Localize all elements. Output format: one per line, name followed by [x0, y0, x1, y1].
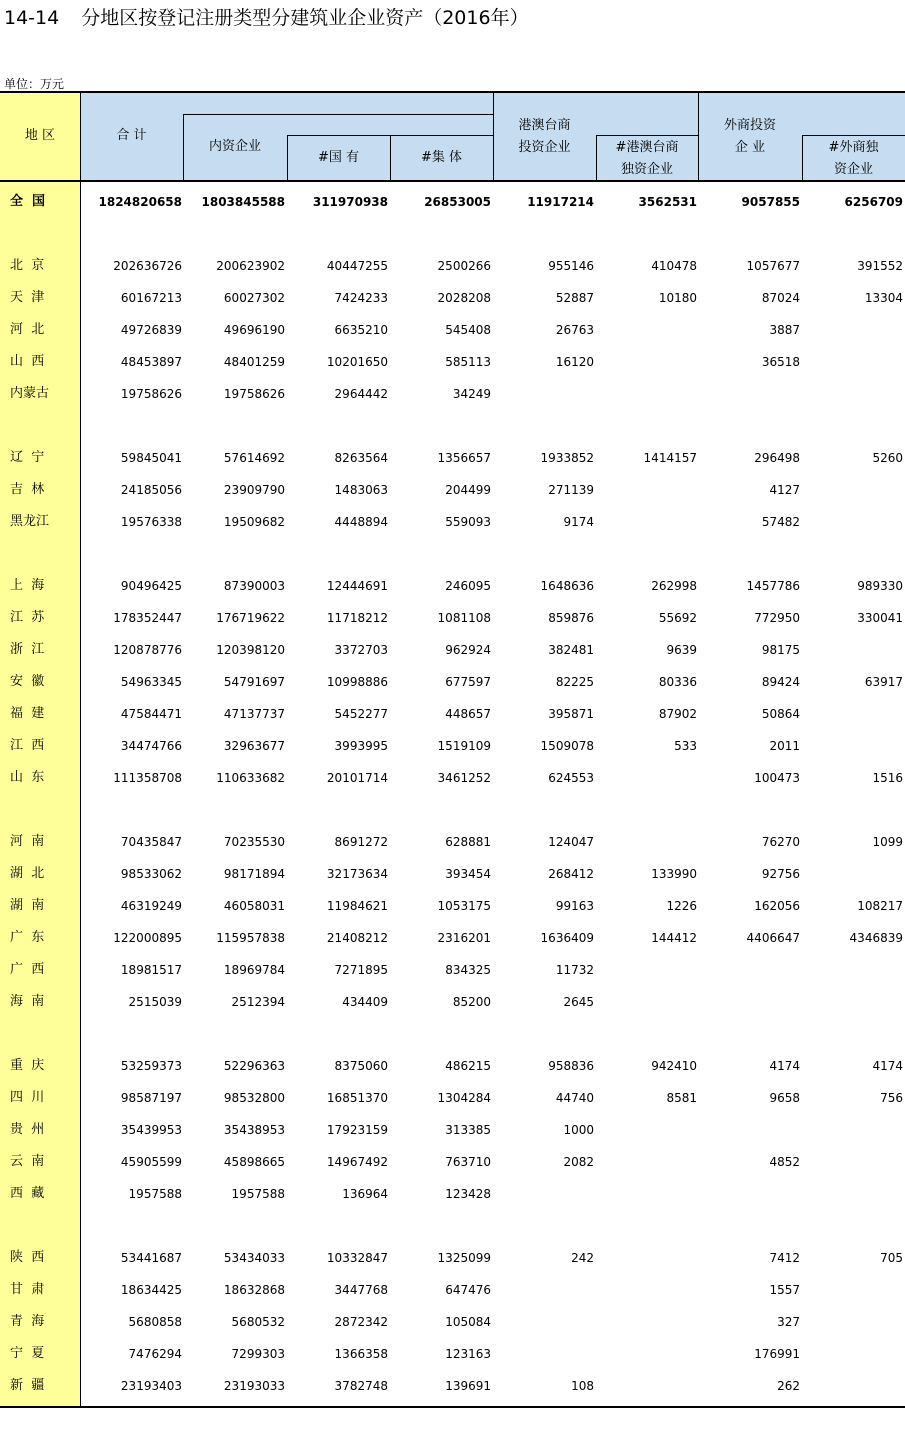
header-collective: #集 体 — [420, 150, 463, 165]
row-region-label: 吉 林 — [10, 482, 45, 497]
table-cell: 70235530 — [223, 835, 285, 849]
table-cell: 1648636 — [540, 579, 594, 593]
row-region-label: 上 海 — [10, 578, 45, 593]
table-cell: 98171894 — [223, 867, 285, 881]
table-cell: 6635210 — [334, 323, 388, 337]
header-foreign-line2: 企 业 — [734, 140, 766, 155]
row-region-label: 湖 南 — [10, 898, 45, 913]
table-cell: 271139 — [548, 483, 594, 497]
table-cell: 40447255 — [326, 259, 388, 273]
table-cell: 11984621 — [326, 899, 388, 913]
table-cell: 958836 — [548, 1059, 594, 1073]
header-hmt-line1: 港澳台商 — [518, 118, 571, 133]
row-region-label: 山 西 — [10, 354, 45, 369]
table-cell: 17923159 — [326, 1123, 388, 1137]
table-cell: 23909790 — [223, 483, 285, 497]
table-cell: 115957838 — [216, 931, 285, 945]
table-cell: 57482 — [761, 515, 800, 529]
row-region-label: 四 川 — [10, 1090, 45, 1105]
row-region-label: 西 藏 — [10, 1186, 45, 1201]
table-cell: 36518 — [761, 355, 800, 369]
row-region-label: 新 疆 — [10, 1378, 45, 1393]
header-subline-1 — [183, 114, 493, 115]
table-cell: 677597 — [445, 675, 491, 689]
table-cell: 32173634 — [326, 867, 388, 881]
row-region-label: 湖 北 — [10, 866, 45, 881]
table-cell: 4406647 — [746, 931, 800, 945]
table-cell: 7476294 — [128, 1347, 182, 1361]
table-cell: 246095 — [445, 579, 491, 593]
table-cell: 382481 — [548, 643, 594, 657]
table-cell: 34474766 — [120, 739, 182, 753]
table-cell: 122000895 — [113, 931, 182, 945]
table-cell: 5452277 — [334, 707, 388, 721]
table-cell: 756 — [880, 1091, 903, 1105]
table-cell: 3461252 — [437, 771, 491, 785]
table-cell: 23193033 — [223, 1379, 285, 1393]
table-cell: 55692 — [658, 611, 697, 625]
table-cell: 20101714 — [326, 771, 388, 785]
header-total: 合 计 — [116, 128, 147, 143]
table-cell: 57614692 — [223, 451, 285, 465]
row-region-label: 辽 宁 — [10, 450, 45, 465]
table-cell: 98175 — [761, 643, 800, 657]
row-region-label: 内蒙古 — [10, 386, 50, 401]
table-cell: 19758626 — [120, 387, 182, 401]
table-cell: 124047 — [548, 835, 594, 849]
table-cell: 108 — [571, 1379, 594, 1393]
table-cell: 763710 — [445, 1155, 491, 1169]
header-divider-4 — [493, 93, 494, 180]
table-cell: 8581 — [666, 1091, 697, 1105]
table-cell: 559093 — [445, 515, 491, 529]
table-cell: 1457786 — [746, 579, 800, 593]
table-cell: 8375060 — [334, 1059, 388, 1073]
table-cell: 99163 — [555, 899, 594, 913]
table-cell: 49726839 — [120, 323, 182, 337]
table-cell: 45898665 — [223, 1155, 285, 1169]
row-region-label: 江 苏 — [10, 610, 45, 625]
table-cell: 47137737 — [223, 707, 285, 721]
table-cell: 11718212 — [326, 611, 388, 625]
table-cell: 1356657 — [437, 451, 491, 465]
table-cell: 108217 — [857, 899, 903, 913]
table-cell: 1824820658 — [98, 195, 182, 209]
table-cell: 144412 — [651, 931, 697, 945]
header-foreign-line1: 外商投资 — [723, 118, 776, 133]
header-subline-4 — [802, 135, 905, 136]
table-cell: 10332847 — [326, 1251, 388, 1265]
table-cell: 21408212 — [326, 931, 388, 945]
page-title — [4, 6, 529, 30]
table-cell: 3782748 — [334, 1379, 388, 1393]
row-region-label: 重 庆 — [10, 1058, 45, 1073]
table-cell: 1366358 — [334, 1347, 388, 1361]
table-cell: 123428 — [445, 1187, 491, 1201]
table-cell: 624553 — [548, 771, 594, 785]
row-region-label: 天 津 — [10, 290, 45, 305]
table-cell: 18969784 — [223, 963, 285, 977]
table-cell: 44740 — [555, 1091, 594, 1105]
table-cell: 2082 — [563, 1155, 594, 1169]
table-cell: 4448894 — [334, 515, 388, 529]
table-cell: 19576338 — [120, 515, 182, 529]
row-region-label: 陕 西 — [10, 1250, 45, 1265]
table-cell: 434409 — [342, 995, 388, 1009]
table-cell: 52296363 — [223, 1059, 285, 1073]
table-cell: 772950 — [754, 611, 800, 625]
table-cell: 955146 — [548, 259, 594, 273]
table-cell: 60167213 — [120, 291, 182, 305]
table-cell: 6256709 — [844, 195, 903, 209]
table-cell: 330041 — [857, 611, 903, 625]
table-cell: 2316201 — [437, 931, 491, 945]
table-cell: 87902 — [658, 707, 697, 721]
table-cell: 1957588 — [231, 1187, 285, 1201]
table-cell: 50864 — [761, 707, 800, 721]
table-cell: 1057677 — [746, 259, 800, 273]
header-hmt-line2: 投资企业 — [518, 140, 571, 155]
table-cell: 46058031 — [223, 899, 285, 913]
table-cell: 9057855 — [741, 195, 800, 209]
row-region-label: 河 南 — [10, 834, 45, 849]
header-hmt-sole-line1: #港澳台商 — [615, 140, 679, 155]
table-cell: 98587197 — [120, 1091, 182, 1105]
table-cell: 89424 — [761, 675, 800, 689]
table-cell: 5680532 — [231, 1315, 285, 1329]
table-cell: 1519109 — [437, 739, 491, 753]
row-region-label: 云 南 — [10, 1154, 45, 1169]
table-cell: 5680858 — [128, 1315, 182, 1329]
table-cell: 1053175 — [437, 899, 491, 913]
row-region-label: 宁 夏 — [10, 1346, 45, 1361]
table-cell: 82225 — [555, 675, 594, 689]
table-cell: 4174 — [769, 1059, 800, 1073]
table-cell: 962924 — [445, 643, 491, 657]
header-foreign-sole-line2: 资企业 — [833, 162, 873, 177]
table-cell: 24185056 — [120, 483, 182, 497]
table-cell: 2872342 — [334, 1315, 388, 1329]
table-cell: 3993995 — [334, 739, 388, 753]
table-cell: 7424233 — [334, 291, 388, 305]
table-cell: 705 — [880, 1251, 903, 1265]
table-cell: 3447768 — [334, 1283, 388, 1297]
table-cell: 176719622 — [216, 611, 285, 625]
header-state: #国 有 — [317, 150, 360, 165]
table-cell: 48401259 — [223, 355, 285, 369]
table-cell: 53259373 — [120, 1059, 182, 1073]
table-cell: 9174 — [563, 515, 594, 529]
table-cell: 268412 — [548, 867, 594, 881]
row-region-label: 浙 江 — [10, 642, 45, 657]
table-cell: 32963677 — [223, 739, 285, 753]
table-cell: 204499 — [445, 483, 491, 497]
table-cell: 16120 — [555, 355, 594, 369]
table-cell: 35439953 — [120, 1123, 182, 1137]
table-cell: 4127 — [769, 483, 800, 497]
table-cell: 54791697 — [223, 675, 285, 689]
table-cell: 19758626 — [223, 387, 285, 401]
table-cell: 3887 — [769, 323, 800, 337]
header-foreign-sole-line1: #外商独 — [828, 140, 879, 155]
row-region-label: 贵 州 — [10, 1122, 45, 1137]
table-cell: 10180 — [658, 291, 697, 305]
table-cell: 23193403 — [120, 1379, 182, 1393]
table-cell: 834325 — [445, 963, 491, 977]
table-cell: 90496425 — [120, 579, 182, 593]
table-cell: 52887 — [555, 291, 594, 305]
table-cell: 120878776 — [113, 643, 182, 657]
row-region-label: 广 西 — [10, 962, 45, 977]
table-cell: 16851370 — [326, 1091, 388, 1105]
header-divider-6 — [698, 93, 699, 180]
table-cell: 178352447 — [113, 611, 182, 625]
table-cell: 1304284 — [437, 1091, 491, 1105]
table-cell: 395871 — [548, 707, 594, 721]
table-cell: 76270 — [761, 835, 800, 849]
table-cell: 18634425 — [120, 1283, 182, 1297]
table-cell: 10201650 — [326, 355, 388, 369]
table-cell: 47584471 — [120, 707, 182, 721]
table-bottom-border — [0, 1406, 905, 1408]
table-cell: 3372703 — [334, 643, 388, 657]
region-column-divider — [80, 93, 81, 1407]
table-cell: 7271895 — [334, 963, 388, 977]
table-cell: 7299303 — [231, 1347, 285, 1361]
table-cell: 327 — [777, 1315, 800, 1329]
header-region: 地 区 — [24, 128, 56, 143]
row-region-label: 青 海 — [10, 1314, 45, 1329]
table-cell: 176991 — [754, 1347, 800, 1361]
table-cell: 9639 — [666, 643, 697, 657]
row-region-label: 江 西 — [10, 738, 45, 753]
row-region-label: 安 徽 — [10, 674, 45, 689]
row-region-label: 全 国 — [10, 194, 46, 209]
header-bottom-border — [0, 180, 905, 182]
table-cell: 4174 — [872, 1059, 903, 1073]
table-cell: 19509682 — [223, 515, 285, 529]
table-cell: 1414157 — [643, 451, 697, 465]
table-cell: 262998 — [651, 579, 697, 593]
table-cell: 242 — [571, 1251, 594, 1265]
table-cell: 34249 — [452, 387, 491, 401]
table-cell: 1081108 — [437, 611, 491, 625]
table-cell: 2500266 — [437, 259, 491, 273]
table-cell: 123163 — [445, 1347, 491, 1361]
table-cell: 200623902 — [216, 259, 285, 273]
table-cell: 80336 — [658, 675, 697, 689]
table-cell: 70435847 — [120, 835, 182, 849]
row-region-label: 黑龙江 — [10, 514, 50, 529]
table-cell: 111358708 — [113, 771, 182, 785]
table-cell: 2645 — [563, 995, 594, 1009]
table-title: 分地区按登记注册类型分建筑业企业资产（2016年） — [81, 7, 529, 29]
table-cell: 2515039 — [128, 995, 182, 1009]
header-subline-3 — [596, 135, 698, 136]
table-cell: 202636726 — [113, 259, 182, 273]
table-cell: 545408 — [445, 323, 491, 337]
table-cell: 120398120 — [216, 643, 285, 657]
header-hmt-sole-line2: 独资企业 — [620, 162, 673, 177]
table-cell: 14967492 — [326, 1155, 388, 1169]
table-cell: 110633682 — [216, 771, 285, 785]
table-cell: 1933852 — [540, 451, 594, 465]
table-cell: 486215 — [445, 1059, 491, 1073]
table-cell: 989330 — [857, 579, 903, 593]
table-cell: 2028208 — [437, 291, 491, 305]
table-cell: 585113 — [445, 355, 491, 369]
table-cell: 448657 — [445, 707, 491, 721]
row-region-label: 甘 肃 — [10, 1282, 45, 1297]
row-region-label: 河 北 — [10, 322, 45, 337]
table-cell: 105084 — [445, 1315, 491, 1329]
table-cell: 11917214 — [527, 195, 594, 209]
table-cell: 18981517 — [120, 963, 182, 977]
table-cell: 133990 — [651, 867, 697, 881]
table-cell: 1325099 — [437, 1251, 491, 1265]
table-cell: 1957588 — [128, 1187, 182, 1201]
table-cell: 3562531 — [638, 195, 697, 209]
table-cell: 2964442 — [334, 387, 388, 401]
table-cell: 49696190 — [223, 323, 285, 337]
table-cell: 4852 — [769, 1155, 800, 1169]
table-cell: 162056 — [754, 899, 800, 913]
unit-label: 单位：万元 — [4, 77, 65, 91]
table-cell: 393454 — [445, 867, 491, 881]
table-cell: 87390003 — [223, 579, 285, 593]
table-cell: 311970938 — [312, 195, 388, 209]
table-cell: 391552 — [857, 259, 903, 273]
table-cell: 533 — [674, 739, 697, 753]
table-cell: 92756 — [761, 867, 800, 881]
table-cell: 1509078 — [540, 739, 594, 753]
table-cell: 859876 — [548, 611, 594, 625]
table-cell: 7412 — [769, 1251, 800, 1265]
table-cell: 8691272 — [334, 835, 388, 849]
table-cell: 1483063 — [334, 483, 388, 497]
table-cell: 53434033 — [223, 1251, 285, 1265]
table-cell: 13304 — [864, 291, 903, 305]
table-cell: 1557 — [769, 1283, 800, 1297]
table-cell: 136964 — [342, 1187, 388, 1201]
table-cell: 12444691 — [326, 579, 388, 593]
table-cell: 11732 — [555, 963, 594, 977]
table-cell: 1636409 — [540, 931, 594, 945]
row-region-label: 福 建 — [10, 706, 45, 721]
table-cell: 9658 — [769, 1091, 800, 1105]
table-cell: 60027302 — [223, 291, 285, 305]
table-cell: 410478 — [651, 259, 697, 273]
table-cell: 26763 — [555, 323, 594, 337]
table-cell: 262 — [777, 1379, 800, 1393]
table-cell: 313385 — [445, 1123, 491, 1137]
table-cell: 54963345 — [120, 675, 182, 689]
table-cell: 53441687 — [120, 1251, 182, 1265]
table-cell: 8263564 — [334, 451, 388, 465]
table-cell: 139691 — [445, 1379, 491, 1393]
table-cell: 26853005 — [424, 195, 491, 209]
table-cell: 10998886 — [326, 675, 388, 689]
table-cell: 296498 — [754, 451, 800, 465]
table-cell: 1000 — [563, 1123, 594, 1137]
table-cell: 35438953 — [223, 1123, 285, 1137]
table-cell: 4346839 — [849, 931, 903, 945]
table-cell: 942410 — [651, 1059, 697, 1073]
row-region-label: 北 京 — [10, 258, 45, 273]
table-cell: 2011 — [769, 739, 800, 753]
row-region-label: 海 南 — [10, 994, 45, 1009]
table-cell: 46319249 — [120, 899, 182, 913]
table-cell: 18632868 — [223, 1283, 285, 1297]
table-cell: 48453897 — [120, 355, 182, 369]
table-cell: 98532800 — [223, 1091, 285, 1105]
row-region-label: 广 东 — [10, 930, 45, 945]
table-cell: 628881 — [445, 835, 491, 849]
table-cell: 59845041 — [120, 451, 182, 465]
table-number: 14-14 — [4, 7, 60, 29]
table-cell: 1099 — [872, 835, 903, 849]
table-cell: 1803845588 — [201, 195, 285, 209]
table-cell: 85200 — [452, 995, 491, 1009]
table-cell: 98533062 — [120, 867, 182, 881]
table-top-border — [0, 91, 905, 93]
table-cell: 100473 — [754, 771, 800, 785]
table-cell: 647476 — [445, 1283, 491, 1297]
row-region-label: 山 东 — [10, 770, 45, 785]
table-cell: 2512394 — [231, 995, 285, 1009]
table-cell: 5260 — [872, 451, 903, 465]
table-cell: 1226 — [666, 899, 697, 913]
table-cell: 45905599 — [120, 1155, 182, 1169]
table-cell: 63917 — [864, 675, 903, 689]
table-cell: 1516 — [872, 771, 903, 785]
header-domestic: 内资企业 — [208, 139, 261, 154]
table-cell: 87024 — [761, 291, 800, 305]
